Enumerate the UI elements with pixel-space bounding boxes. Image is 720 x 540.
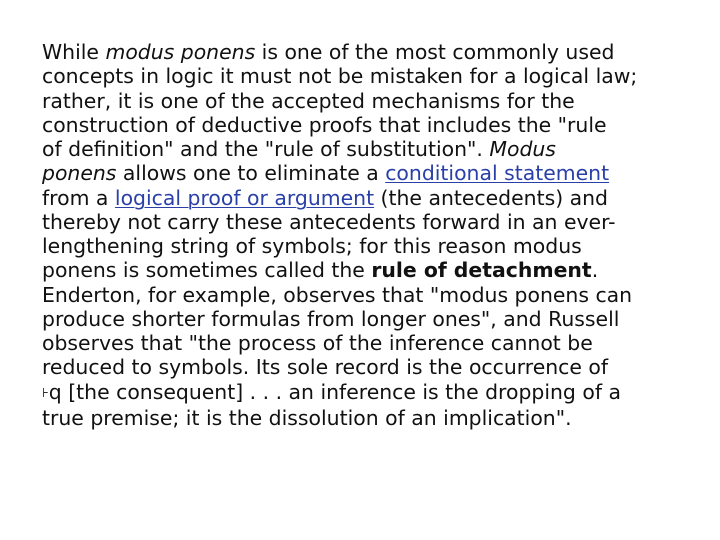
text-line: of definition" and the "rule of substitution". Modus: [42, 137, 556, 161]
bold-term: rule of detachment: [371, 258, 592, 283]
turnstile-symbol: ⊦: [42, 385, 49, 401]
logical-proof-link[interactable]: logical proof or argument: [114, 185, 375, 210]
conditional-statement-link[interactable]: conditional statement: [385, 161, 610, 186]
text-line: ⊦q [the consequent] . . . an inference is the dropping of a: [42, 379, 621, 404]
text-line: concepts in logic it must not be mistaken for a logical law;: [42, 64, 638, 89]
text-line: While modus ponens is one of the most commonly used: [42, 40, 615, 64]
text-line: rather, it is one of the accepted mechanisms for the: [42, 88, 575, 113]
text-line: observes that "the process of the inference cannot be: [42, 331, 593, 355]
text-line: reduced to symbols. Its sole record is the occurrence of: [42, 355, 609, 380]
text-line: produce shorter formulas from longer ones", and Russell: [42, 306, 620, 331]
text-line: from a logical proof or argument (the antecedents) and: [42, 185, 609, 210]
text-line: ponens allows one to eliminate a conditional statement: [42, 161, 610, 186]
emphasis-text: ponens: [42, 161, 117, 186]
text-line: construction of deductive proofs that includes the "rule: [42, 112, 607, 137]
text-line: ponens is sometimes called the rule of detachment.: [42, 258, 599, 283]
emphasis-text: modus ponens: [105, 40, 256, 64]
text-line: true premise; it is the dissolution of an implication".: [42, 405, 572, 430]
text-line: Enderton, for example, observes that "modus ponens can: [42, 282, 633, 307]
text-line: thereby not carry these antecedents forward in an ever-: [42, 209, 616, 234]
text-body: [42, 40, 692, 430]
text-line: lengthening string of symbols; for this reason modus: [42, 234, 582, 258]
emphasis-text: Modus: [489, 137, 556, 161]
